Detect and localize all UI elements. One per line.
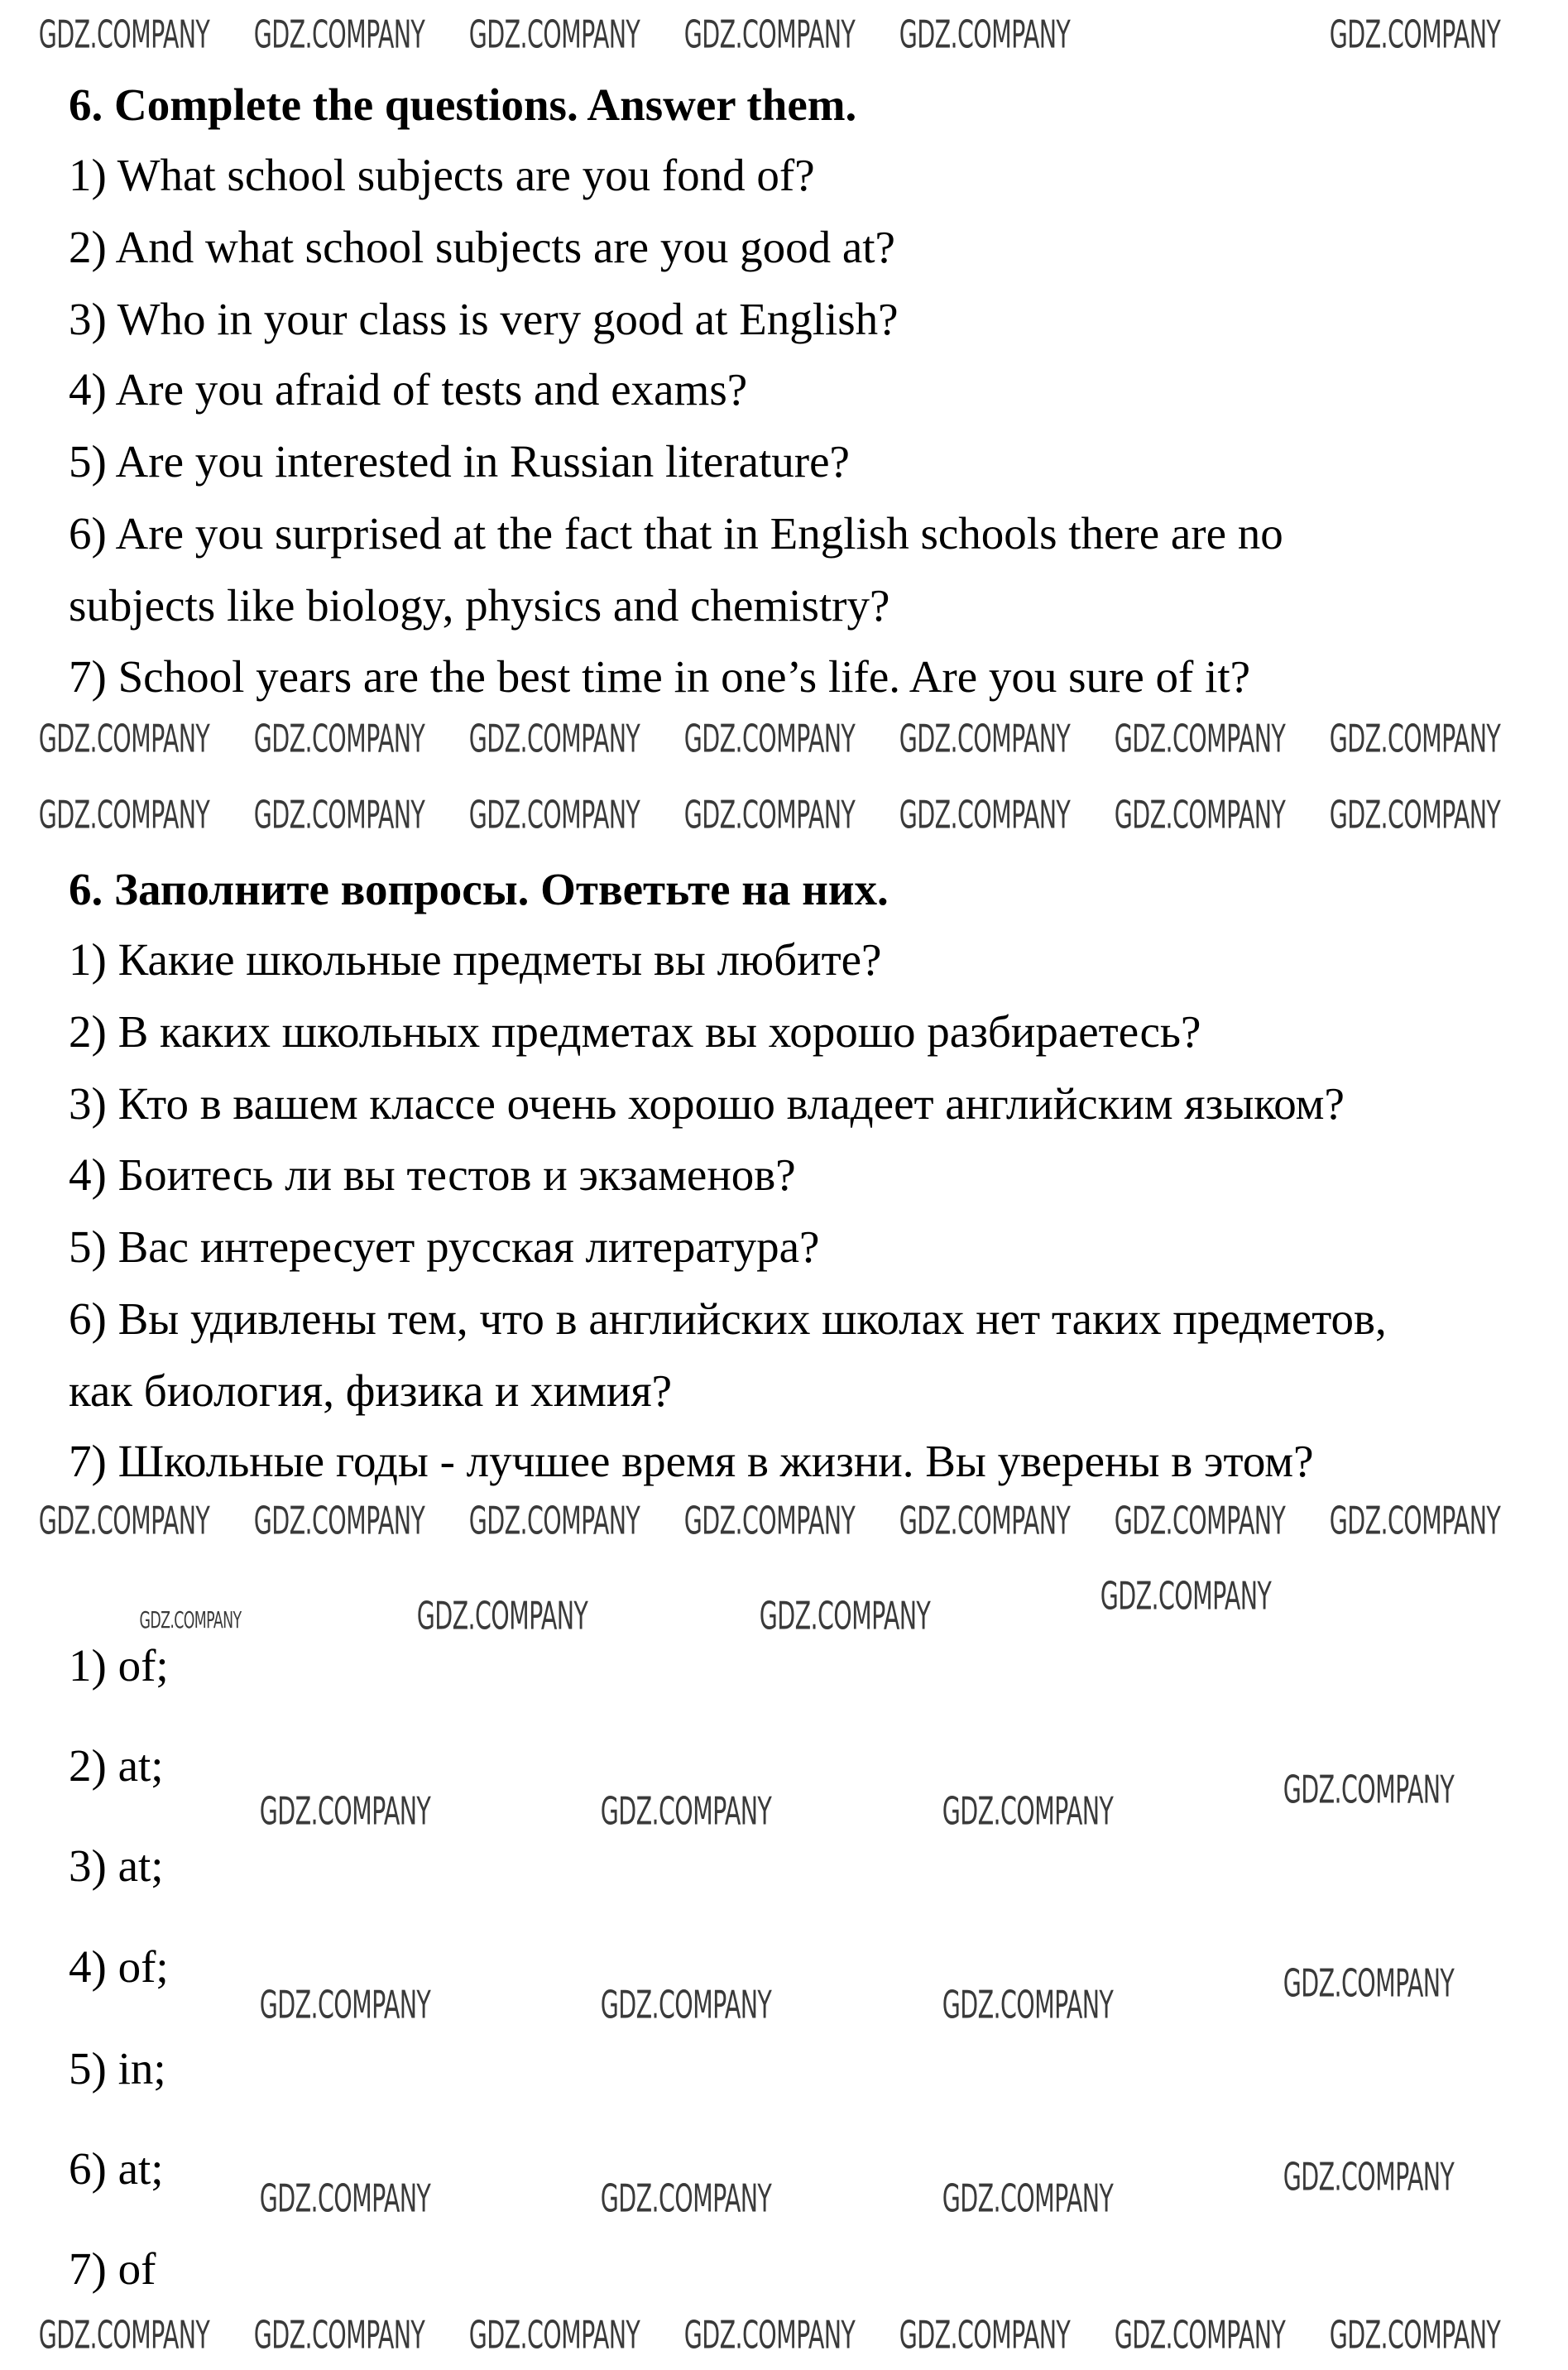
watermark: GDZ.COMPANY <box>1114 1498 1286 1543</box>
watermark: GDZ.COMPANY <box>683 716 856 761</box>
watermark: GDZ.COMPANY <box>899 12 1071 57</box>
watermark: GDZ.COMPANY <box>1100 1574 1271 1619</box>
answer: 6) at; <box>69 2143 164 2194</box>
russian-question: 4) Боитесь ли вы тестов и экзаменов? <box>69 1149 796 1200</box>
russian-question: 5) Вас интересует русская литература? <box>69 1221 820 1272</box>
answer: 1) of; <box>69 1640 169 1691</box>
watermark: GDZ.COMPANY <box>942 1982 1114 2027</box>
russian-question: 3) Кто в вашем классе очень хорошо владеет английским языком? <box>69 1078 1345 1129</box>
russian-question: 7) Школьные годы - лучшее время в жизни. Вы уверены в этом? <box>69 1436 1314 1486</box>
watermark: GDZ.COMPANY <box>1329 12 1501 57</box>
watermark: GDZ.COMPANY <box>942 1788 1114 1834</box>
english-question: subjects like biology, physics and chemistry? <box>69 580 890 631</box>
answer: 5) in; <box>69 2043 166 2094</box>
watermark: GDZ.COMPANY <box>899 1498 1071 1543</box>
watermark: GDZ.COMPANY <box>683 792 856 837</box>
watermark: GDZ.COMPANY <box>259 1982 431 2027</box>
watermark: GDZ.COMPANY <box>1114 716 1286 761</box>
english-question: 1) What school subjects are you fond of? <box>69 150 815 200</box>
watermark: GDZ.COMPANY <box>683 12 856 57</box>
watermark: GDZ.COMPANY <box>1329 1498 1501 1543</box>
watermark: GDZ.COMPANY <box>600 2176 771 2221</box>
watermark: GDZ.COMPANY <box>38 1498 210 1543</box>
russian-question: 6) Вы удивлены тем, что в английских школах нет таких предметов, <box>69 1293 1387 1344</box>
answer: 7) of <box>69 2243 156 2294</box>
watermark: GDZ.COMPANY <box>899 2312 1071 2358</box>
watermark: GDZ.COMPANY <box>468 2312 640 2358</box>
watermark: GDZ.COMPANY <box>683 1498 856 1543</box>
watermark: GDZ.COMPANY <box>253 2312 425 2358</box>
watermark: GDZ.COMPANY <box>1283 1960 1455 2006</box>
watermark: GDZ.COMPANY <box>253 792 425 837</box>
watermark: GDZ.COMPANY <box>683 2312 856 2358</box>
watermark: GDZ.COMPANY <box>1329 2312 1501 2358</box>
watermark: GDZ.COMPANY <box>139 1606 242 1634</box>
watermark: GDZ.COMPANY <box>253 1498 425 1543</box>
watermark: GDZ.COMPANY <box>468 1498 640 1543</box>
answer: 2) at; <box>69 1740 164 1791</box>
english-question: 2) And what school subjects are you good at? <box>69 222 895 272</box>
watermark: GDZ.COMPANY <box>759 1593 931 1638</box>
watermark: GDZ.COMPANY <box>38 2312 210 2358</box>
watermark: GDZ.COMPANY <box>253 716 425 761</box>
russian-title: 6. Заполните вопросы. Ответьте на них. <box>69 864 889 914</box>
watermark: GDZ.COMPANY <box>38 716 210 761</box>
russian-question: 1) Какие школьные предметы вы любите? <box>69 934 882 985</box>
watermark: GDZ.COMPANY <box>942 2176 1114 2221</box>
watermark: GDZ.COMPANY <box>1114 792 1286 837</box>
watermark: GDZ.COMPANY <box>1283 1767 1455 1812</box>
english-title: 6. Complete the questions. Answer them. <box>69 79 857 130</box>
english-question: 3) Who in your class is very good at English? <box>69 294 899 344</box>
watermark: GDZ.COMPANY <box>1329 716 1501 761</box>
english-question: 5) Are you interested in Russian literature? <box>69 436 850 487</box>
watermark: GDZ.COMPANY <box>38 792 210 837</box>
watermark: GDZ.COMPANY <box>38 12 210 57</box>
watermark: GDZ.COMPANY <box>1329 792 1501 837</box>
english-question: 4) Are you afraid of tests and exams? <box>69 364 748 415</box>
watermark: GDZ.COMPANY <box>600 1788 771 1834</box>
english-question: 6) Are you surprised at the fact that in English schools there are no <box>69 508 1283 559</box>
answer: 3) at; <box>69 1840 164 1891</box>
watermark: GDZ.COMPANY <box>417 1593 588 1638</box>
watermark: GDZ.COMPANY <box>468 792 640 837</box>
watermark: GDZ.COMPANY <box>1114 2312 1286 2358</box>
watermark: GDZ.COMPANY <box>1283 2154 1455 2200</box>
watermark: GDZ.COMPANY <box>259 1788 431 1834</box>
watermark: GDZ.COMPANY <box>899 716 1071 761</box>
watermark: GDZ.COMPANY <box>468 716 640 761</box>
answer: 4) of; <box>69 1941 169 1992</box>
english-question: 7) School years are the best time in one’s life. Are you sure of it? <box>69 651 1251 702</box>
russian-question: как биология, физика и химия? <box>69 1365 673 1416</box>
russian-question: 2) В каких школьных предметах вы хорошо разбираетесь? <box>69 1006 1201 1057</box>
watermark: GDZ.COMPANY <box>253 12 425 57</box>
watermark: GDZ.COMPANY <box>600 1982 771 2027</box>
watermark: GDZ.COMPANY <box>259 2176 431 2221</box>
watermark: GDZ.COMPANY <box>468 12 640 57</box>
watermark: GDZ.COMPANY <box>899 792 1071 837</box>
